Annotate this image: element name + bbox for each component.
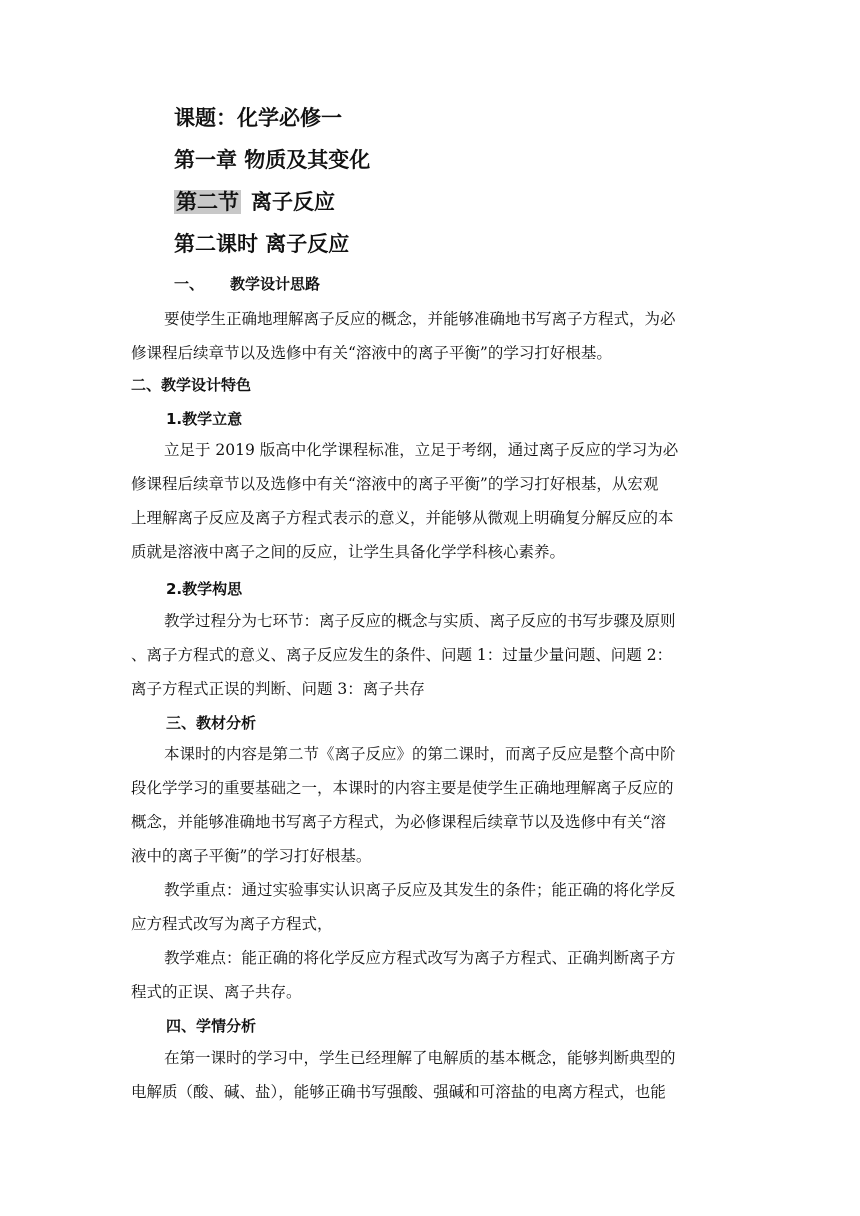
s1-number: 一、 <box>174 275 205 293</box>
s3-paragraph-1: 本课时的内容是第二节《离子反应》的第二课时，而离子反应是整个高中阶 段化学学习的重要基础之一，本课时的内容主要是使学生正确地理解离子反应的 概念，并能够准确地书写离子方程式，为必修课程后续章节以及选修中有关“溶 液中的离子平衡”的学习打好根基。 <box>131 745 676 865</box>
s2-sub1-heading: 1.教学立意 <box>166 410 243 428</box>
chapter-heading: 第一章 物质及其变化 <box>174 148 371 172</box>
s4-paragraph: 在第一课时的学习中，学生已经理解了电解质的基本概念，能够判断典型的 电解质（酸、碱、盐），能够正确书写强酸、强碱和可溶盐的电离方程式，也能 <box>131 1049 676 1101</box>
s2-sub1-paragraph: 立足于 2019 版高中化学课程标准，立足于考纲，通过离子反应的学习为必 修课程后续章节以及选修中有关“溶液中的离子平衡”的学习打好根基，从宏观 上理解离子反应及离子方程式表示的意义，并能够从微观上明确复分解反应的本 质就是溶液中离子之间的反应，让学生具备化学学科核心素养。 <box>131 441 679 561</box>
s3-heading: 三、教材分析 <box>166 714 257 732</box>
s1-heading <box>174 273 320 295</box>
lesson-heading: 第二课时 离子反应 <box>174 232 350 256</box>
s2-sub2-paragraph: 教学过程分为七环节：离子反应的概念与实质、离子反应的书写步骤及原则 、离子方程式的意义、离子反应发生的条件、问题 1：过量少量问题、问题 2： 离子方程式正误的判断、问题 3：离子共存 <box>131 612 676 698</box>
section-heading <box>174 188 335 216</box>
s2-heading: 二、教学设计特色 <box>131 376 252 394</box>
s1-paragraph: 要使学生正确地理解离子反应的概念，并能够准确地书写离子方程式，为必 修课程后续章节以及选修中有关“溶液中的离子平衡”的学习打好根基。 <box>131 310 676 362</box>
s4-heading: 四、学情分析 <box>166 1017 257 1035</box>
s2-sub2-heading: 2.教学构思 <box>166 580 243 598</box>
section-label-highlight: 第二节 <box>176 190 239 214</box>
s3-difficulties: 教学难点：能正确的将化学反应方程式改写为离子方程式、正确判断离子方 程式的正误、离子共存。 <box>131 949 676 1001</box>
topic-heading: 课题：化学必修一 <box>174 106 342 130</box>
s3-key-points: 教学重点：通过实验事实认识离子反应及其发生的条件；能正确的将化学反 应方程式改写为离子方程式， <box>131 881 676 933</box>
s1-title: 教学设计思路 <box>230 275 321 293</box>
section-title: 离子反应 <box>251 190 335 214</box>
